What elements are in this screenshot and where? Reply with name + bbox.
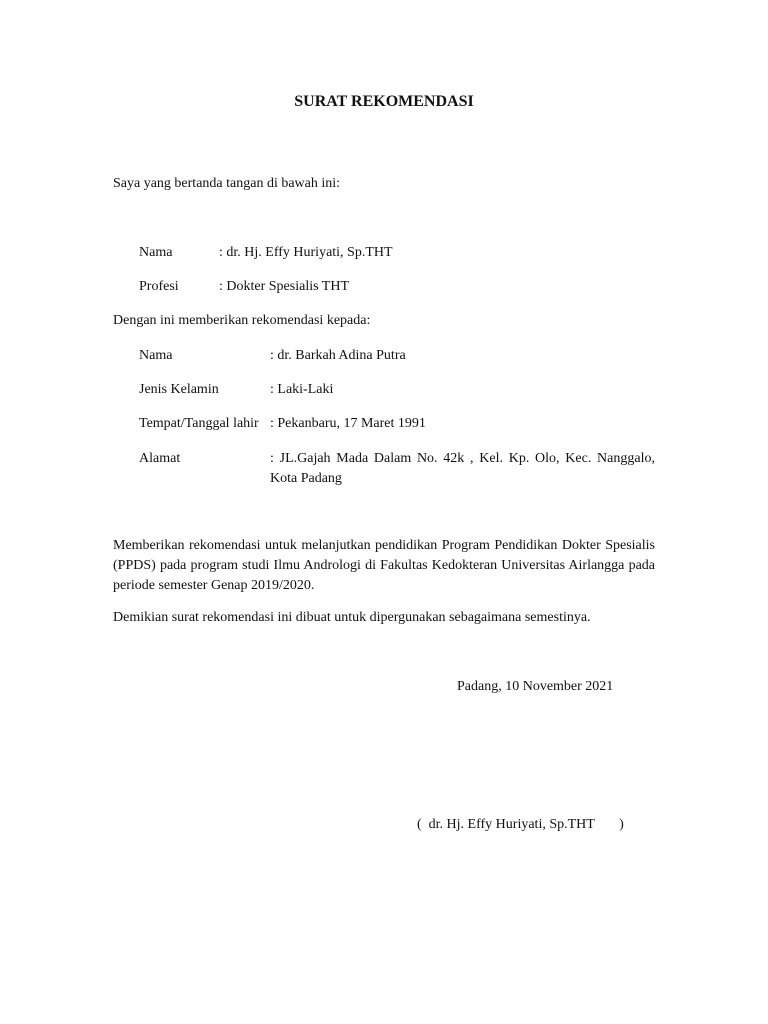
recommend-intro-text: Dengan ini memberikan rekomendasi kepada: — [113, 313, 371, 328]
signer-name-label: Nama — [139, 245, 173, 260]
signer-name-value: : dr. Hj. Effy Huriyati, Sp.THT — [219, 245, 393, 260]
signature-name: ( dr. Hj. Effy Huriyati, Sp.THT ) — [417, 817, 624, 832]
candidate-gender-value: : Laki-Laki — [270, 382, 334, 397]
closing-text: Demikian surat rekomendasi ini dibuat untuk dipergunakan sebagaimana semestinya. — [113, 610, 591, 625]
candidate-gender-label: Jenis Kelamin — [139, 382, 219, 397]
place-date: Padang, 10 November 2021 — [457, 679, 614, 694]
signer-profession-label: Profesi — [139, 279, 179, 294]
candidate-name-label: Nama — [139, 348, 173, 363]
letter-title: SURAT REKOMENDASI — [294, 93, 474, 110]
candidate-address-label: Alamat — [139, 451, 181, 466]
intro-text: Saya yang bertanda tangan di bawah ini: — [113, 176, 341, 191]
signer-profession-value: : Dokter Spesialis THT — [219, 279, 350, 294]
candidate-address-value: : JL.Gajah Mada Dalam No. 42k , Kel. Kp. Olo, Kec. Nanggalo, Kota Padang — [270, 451, 655, 486]
candidate-name-value: : dr. Barkah Adina Putra — [270, 348, 406, 363]
purpose-paragraph: Memberikan rekomendasi untuk melanjutkan pendidikan Program Pendidikan Dokter Spesialis (PPDS) pada program studi Ilmu Andrologi di Fakultas Kedokteran Universitas Airlangga pada periode semester Genap 2019/2020. — [113, 538, 655, 593]
candidate-birth-label: Tempat/Tanggal lahir — [139, 416, 259, 431]
candidate-birth-value: : Pekanbaru, 17 Maret 1991 — [270, 416, 426, 431]
